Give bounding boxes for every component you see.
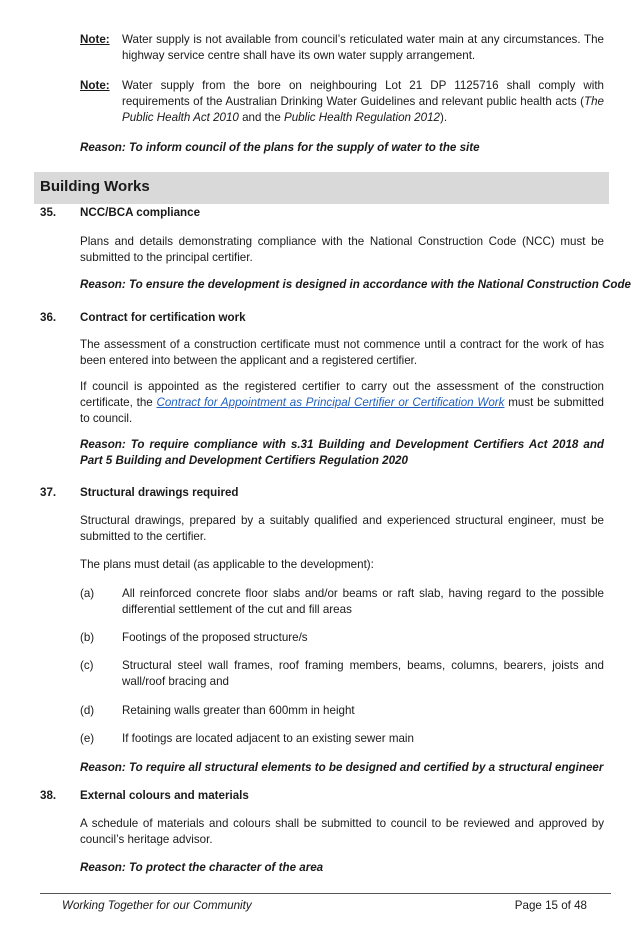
list-item-number: (c) bbox=[80, 659, 94, 672]
note-label: Note: bbox=[80, 79, 110, 92]
section-title: Building Works bbox=[40, 178, 150, 195]
footer-tagline: Working Together for our Community bbox=[62, 899, 252, 912]
condition-title: External colours and materials bbox=[80, 789, 249, 802]
condition-number: 36. bbox=[40, 311, 57, 324]
note-bore-water bbox=[80, 78, 604, 126]
condition-number: 35. bbox=[40, 206, 57, 219]
condition-number: 37. bbox=[40, 486, 57, 499]
act-title: The Public Health Act 2010 bbox=[122, 95, 604, 124]
note-water-supply bbox=[80, 32, 604, 64]
list-item-text: All reinforced concrete floor slabs and/or beams or raft slab, having regard to the possible differential settlement of the cut and fill areas bbox=[122, 587, 604, 616]
note-text: Water supply from the bore on neighbouring Lot 21 DP 1125716 shall comply with requirements of the Australian Drinking Water Guidelines and relevant public health acts (The Public Health Act 2010 and the Public Health Regulation 2012). bbox=[122, 79, 604, 124]
condition-body: A schedule of materials and colours shall be submitted to council to be reviewed and approved by council’s heritage advisor. bbox=[80, 817, 604, 846]
list-item-number: (a) bbox=[80, 587, 95, 600]
condition-body: If council is appointed as the registered certifier to carry out the assessment of the construction certificate, the Contract for Appointment as Principal Certifier or Certification Work must be submitted to council. bbox=[80, 380, 604, 425]
condition-body: The plans must detail (as applicable to the development): bbox=[80, 558, 374, 571]
condition-number: 38. bbox=[40, 789, 57, 802]
list-item-number: (b) bbox=[80, 631, 95, 644]
certification-contract-link[interactable]: Contract for Appointment as Principal Certifier or Certification Work bbox=[156, 396, 505, 409]
condition-reason: Reason: To require compliance with s.31 Building and Development Certifiers Act 2018 and Part 5 Building and Development Certifiers Regulation 2020 bbox=[80, 438, 604, 467]
water-reason: Reason: To inform council of the plans for the supply of water to the site bbox=[80, 141, 480, 154]
condition-body: The assessment of a construction certificate must not commence until a contract for the work of has been entered into between the applicant and a registered certifier. bbox=[80, 338, 604, 367]
condition-reason: Reason: To protect the character of the area bbox=[80, 861, 324, 874]
condition-title: Contract for certification work bbox=[80, 311, 246, 324]
section-banner bbox=[34, 172, 609, 204]
condition-title: NCC/BCA compliance bbox=[80, 206, 201, 219]
list-item-text: Retaining walls greater than 600mm in height bbox=[122, 704, 355, 717]
condition-body: Structural drawings, prepared by a suitably qualified and experienced structural engineer, must be submitted to the certifier. bbox=[80, 514, 604, 543]
regulation-title: Public Health Regulation 2012 bbox=[284, 111, 440, 124]
condition-reason: Reason: To require all structural elements to be designed and certified by a structural engineer bbox=[80, 761, 604, 774]
condition-reason: Reason: To ensure the development is designed in accordance with the National Construction Code bbox=[80, 278, 632, 291]
note-label: Note: bbox=[80, 33, 110, 46]
list-item-number: (d) bbox=[80, 704, 95, 717]
note-text: Water supply is not available from council’s reticulated water main at any circumstances. The highway service centre shall have its own water supply arrangement. bbox=[122, 33, 604, 62]
condition-title: Structural drawings required bbox=[80, 486, 239, 499]
list-item-text: If footings are located adjacent to an existing sewer main bbox=[122, 732, 414, 745]
list-item-text: Footings of the proposed structure/s bbox=[122, 631, 308, 644]
footer-divider bbox=[40, 893, 611, 894]
list-item-number: (e) bbox=[80, 732, 95, 745]
list-item-text: Structural steel wall frames, roof framing members, beams, columns, bearers, joists and wall/roof bracing and bbox=[122, 659, 604, 688]
condition-body: Plans and details demonstrating compliance with the National Construction Code (NCC) must be submitted to the principal certifier. bbox=[80, 235, 604, 264]
page-number: Page 15 of 48 bbox=[514, 899, 587, 912]
